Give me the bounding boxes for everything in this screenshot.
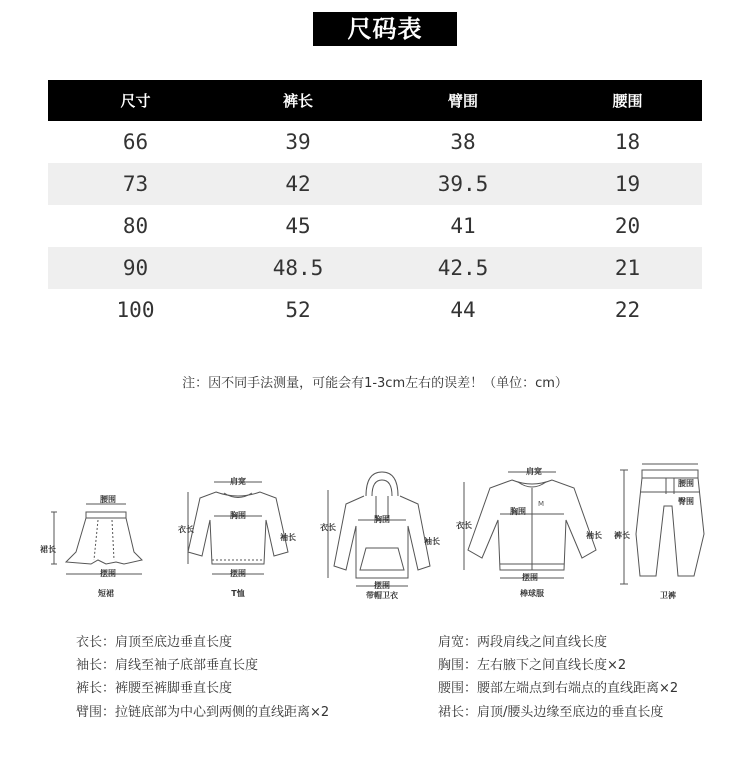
definition-key: 袖长： [76,658,116,673]
header-waist: 腰围 [553,80,702,121]
definition-waist [438,677,678,696]
header-size: 尺寸 [48,80,223,121]
pants-length-label: 裤长 [614,531,630,540]
definition-text: 肩顶/腰头边缘至底边的垂直长度 [477,705,664,720]
hoodie-chest-label: 胸围 [374,515,390,524]
table-cell: 39 [285,130,311,154]
measurement-note: 注：因不同手法测量，可能会有1-3cm左右的误差！（单位：cm） [182,376,568,391]
page-title: 尺码表 [313,12,457,46]
definition-pants-length [76,677,232,696]
table-cell: 41 [450,214,476,238]
tshirt-caption: T恤 [231,589,245,598]
table-cell: 38 [450,130,476,154]
tshirt-diagram [176,474,300,600]
definition-shoulder-width [438,631,607,650]
jacket-body-label: 衣长 [456,521,472,530]
jacket-diagram [456,466,606,600]
hoodie-sleeve-label: 袖长 [424,537,440,546]
tshirt-hem-label: 摆围 [230,569,246,578]
hoodie-diagram [320,466,444,600]
hoodie-body-label: 衣长 [320,523,336,532]
header-pants-length: 裤长 [223,80,373,121]
pants-diagram [614,458,724,600]
pants-caption: 卫裤 [660,591,676,600]
definition-text: 肩线至袖子底部垂直长度 [115,658,259,673]
hoodie-caption: 带帽卫衣 [366,591,398,600]
table-cell: 73 [48,163,223,205]
table-cell: 22 [614,298,641,322]
jacket-hem-label: 摆围 [522,573,538,582]
size-table [48,80,702,331]
table-cell: 45 [285,214,311,238]
table-header-row [48,80,702,121]
jacket-caption: 棒球服 [520,589,544,598]
jacket-chest-label: 胸围 [510,507,526,516]
table-cell: 39.5 [373,163,553,205]
tshirt-sleeve-label: 袖长 [280,533,296,542]
table-row [48,247,702,289]
table-cell: 42 [223,163,373,205]
table-row [48,205,702,247]
svg-text:M: M [538,500,545,508]
skirt-length-label: 裙长 [40,545,56,554]
skirt-hem-label: 摆围 [100,569,116,578]
definition-text: 左右腋下之间直线长度×2 [477,658,627,673]
tshirt-chest-label: 胸围 [230,511,246,520]
definition-key: 胸围： [438,658,478,673]
table-cell: 66 [122,130,149,154]
table-cell: 80 [122,214,149,238]
table-cell: 42.5 [373,247,553,289]
skirt-diagram [40,482,150,600]
definition-body-length [76,631,232,650]
definition-chest [438,654,626,673]
table-cell: 44 [450,298,476,322]
table-cell: 90 [48,247,223,289]
definition-arm-circumference [76,701,329,720]
table-cell: 48.5 [223,247,373,289]
header-arm-circumference: 臂围 [373,80,553,121]
definition-text: 肩顶至底边垂直长度 [115,635,233,650]
table-row [48,289,702,331]
definition-key: 衣长： [76,635,116,650]
table-row [48,163,702,205]
skirt-drawing [46,482,150,600]
definition-skirt-length [438,701,663,720]
jacket-shoulder-label: 肩宽 [526,467,542,476]
definition-key: 裙长： [438,705,478,720]
definition-sleeve-length [76,654,258,673]
pants-waist-label: 腰围 [678,479,694,488]
definition-key: 腰围： [438,681,478,696]
tshirt-body-label: 衣长 [178,525,194,534]
pants-drawing [614,458,724,600]
definition-text: 拉链底部为中心到两侧的直线距离×2 [115,705,330,720]
jacket-sleeve-label: 袖长 [586,531,602,540]
definition-text: 裤腰至裤脚垂直长度 [115,681,233,696]
tshirt-shoulder-label: 肩宽 [230,477,246,486]
pants-hip-label: 臀围 [678,497,694,506]
definition-text: 两段肩线之间直线长度 [477,635,608,650]
definition-key: 肩宽： [438,635,478,650]
table-cell: 100 [116,298,155,322]
table-cell: 19 [553,163,702,205]
table-cell: 21 [553,247,702,289]
skirt-caption: 短裙 [98,589,114,598]
skirt-waist-label: 腰围 [100,495,116,504]
table-cell: 20 [614,214,641,238]
definition-key: 裤长： [76,681,116,696]
definition-text: 腰部左端点到右端点的直线距离×2 [477,681,679,696]
table-cell: 52 [285,298,311,322]
table-row [48,121,702,163]
hoodie-hem-label: 摆围 [374,581,390,590]
table-cell: 18 [614,130,641,154]
definition-key: 臂围： [76,705,116,720]
